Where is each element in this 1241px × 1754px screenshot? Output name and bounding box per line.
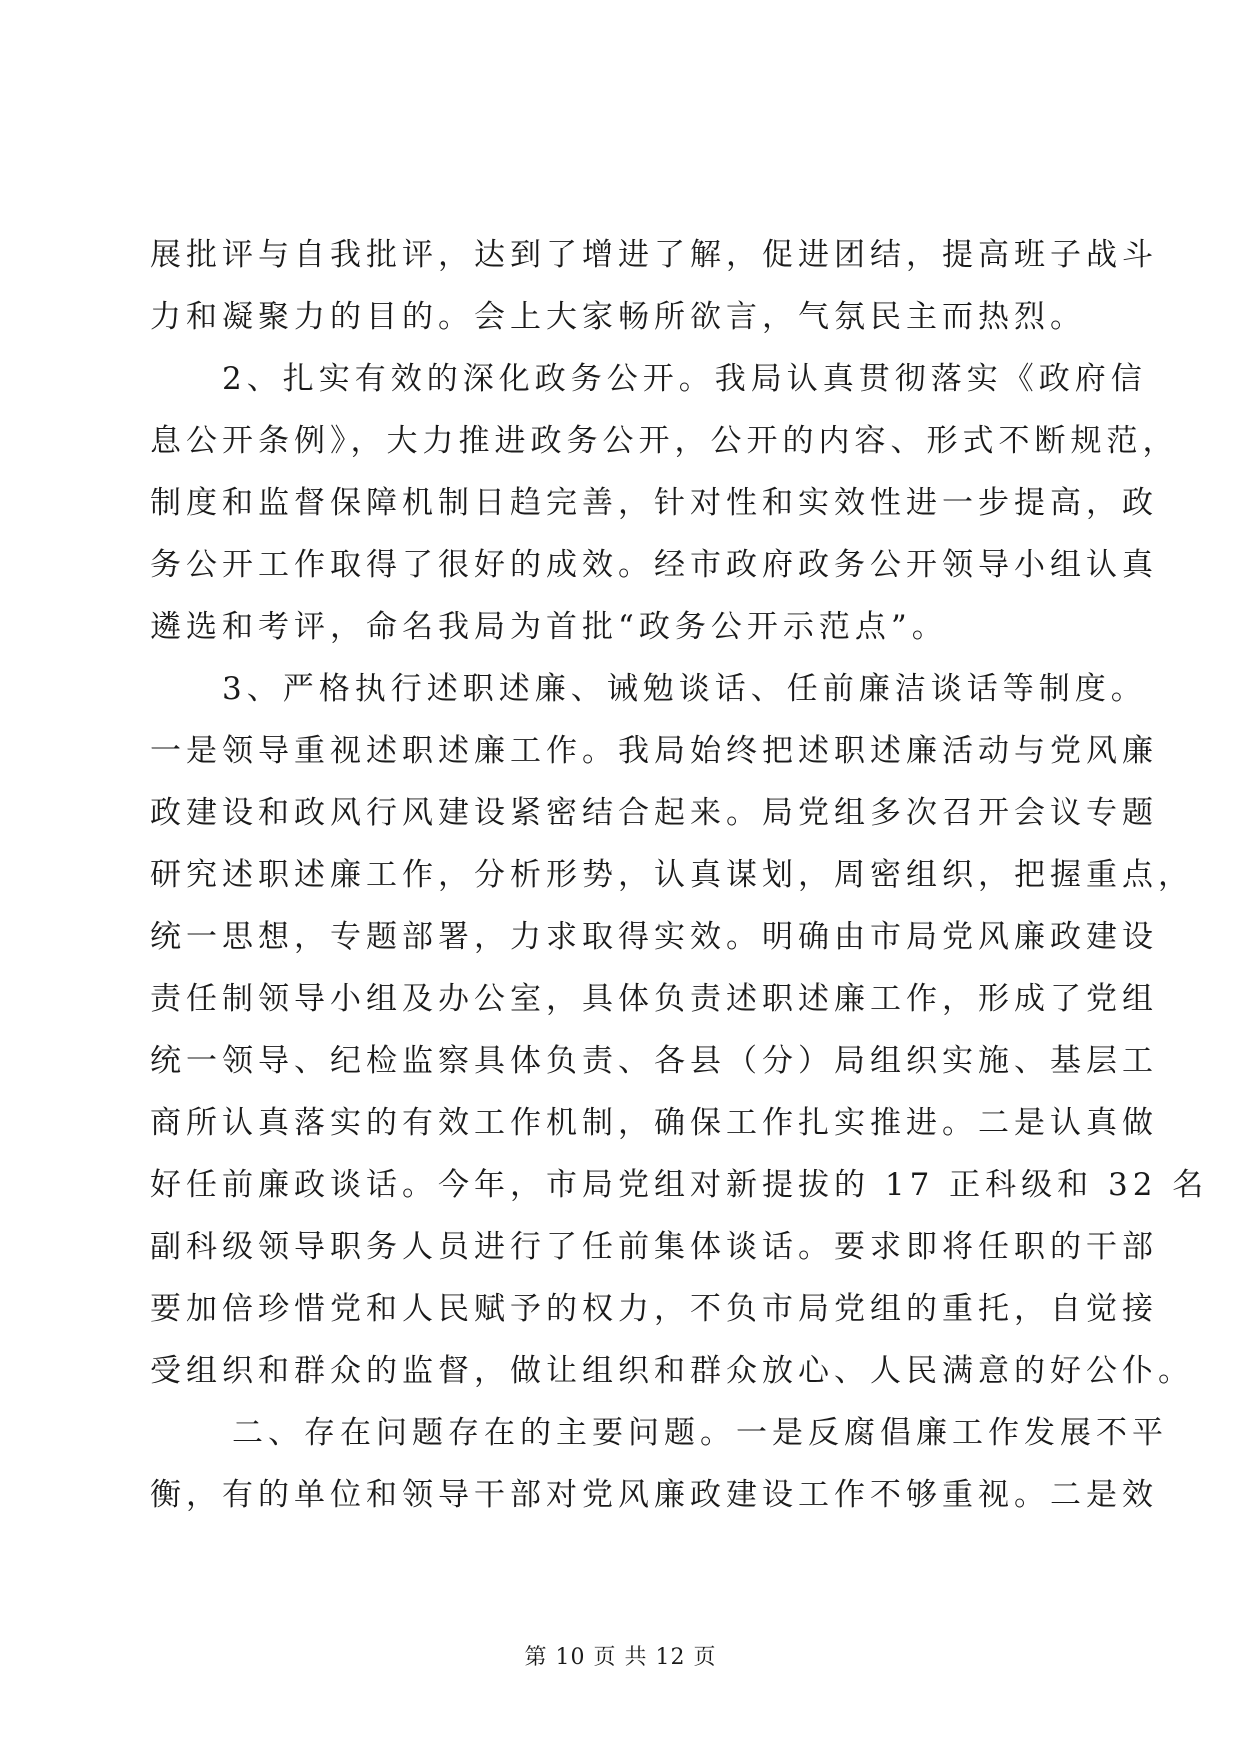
text-line: 好任前廉政谈话。今年，市局党组对新提拔的 17 正科级和 32 名 bbox=[150, 1167, 1209, 1203]
text-line: 务公开工作取得了很好的成效。经市政府政务公开领导小组认真 bbox=[150, 547, 1158, 583]
text-line: 研究述职述廉工作，分析形势，认真谋划，周密组织，把握重点， bbox=[150, 857, 1194, 893]
text-line: 息公开条例》，大力推进政务公开，公开的内容、形式不断规范， bbox=[150, 423, 1179, 459]
text-line: 副科级领导职务人员进行了任前集体谈话。要求即将任职的干部 bbox=[150, 1229, 1158, 1265]
text-line: 责任制领导小组及办公室，具体负责述职述廉工作，形成了党组 bbox=[150, 981, 1158, 1017]
text-line: 衡，有的单位和领导干部对党风廉政建设工作不够重视。二是效 bbox=[150, 1477, 1158, 1513]
text-line: 展批评与自我批评，达到了增进了解，促进团结，提高班子战斗 bbox=[150, 237, 1158, 273]
text-line: 受组织和群众的监督，做让组织和群众放心、人民满意的好公仆。 bbox=[150, 1353, 1194, 1389]
paragraph-start-line: 2、扎实有效的深化政务公开。我局认真贯彻落实《政府信 bbox=[222, 361, 1147, 397]
text-line: 遴选和考评，命名我局为首批“政务公开示范点”。 bbox=[150, 609, 948, 645]
text-line: 一是领导重视述职述廉工作。我局始终把述职述廉活动与党风廉 bbox=[150, 733, 1158, 769]
paragraph-start-line: 二、存在问题存在的主要问题。一是反腐倡廉工作发展不平 bbox=[232, 1415, 1168, 1451]
paragraph-start-line: 3、严格执行述职述廉、诫勉谈话、任前廉洁谈话等制度。 bbox=[222, 671, 1147, 707]
text-line: 统一领导、纪检监察具体负责、各县（分）局组织实施、基层工 bbox=[150, 1043, 1158, 1079]
text-line: 要加倍珍惜党和人民赋予的权力，不负市局党组的重托，自觉接 bbox=[150, 1291, 1158, 1327]
text-line: 力和凝聚力的目的。会上大家畅所欲言，气氛民主而热烈。 bbox=[150, 299, 1086, 335]
text-line: 统一思想，专题部署，力求取得实效。明确由市局党风廉政建设 bbox=[150, 919, 1158, 955]
text-line: 政建设和政风行风建设紧密结合起来。局党组多次召开会议专题 bbox=[150, 795, 1158, 831]
text-line: 商所认真落实的有效工作机制，确保工作扎实推进。二是认真做 bbox=[150, 1105, 1158, 1141]
page-footer: 第 10 页 共 12 页 bbox=[524, 1645, 717, 1670]
text-line: 制度和监督保障机制日趋完善，针对性和实效性进一步提高，政 bbox=[150, 485, 1158, 521]
